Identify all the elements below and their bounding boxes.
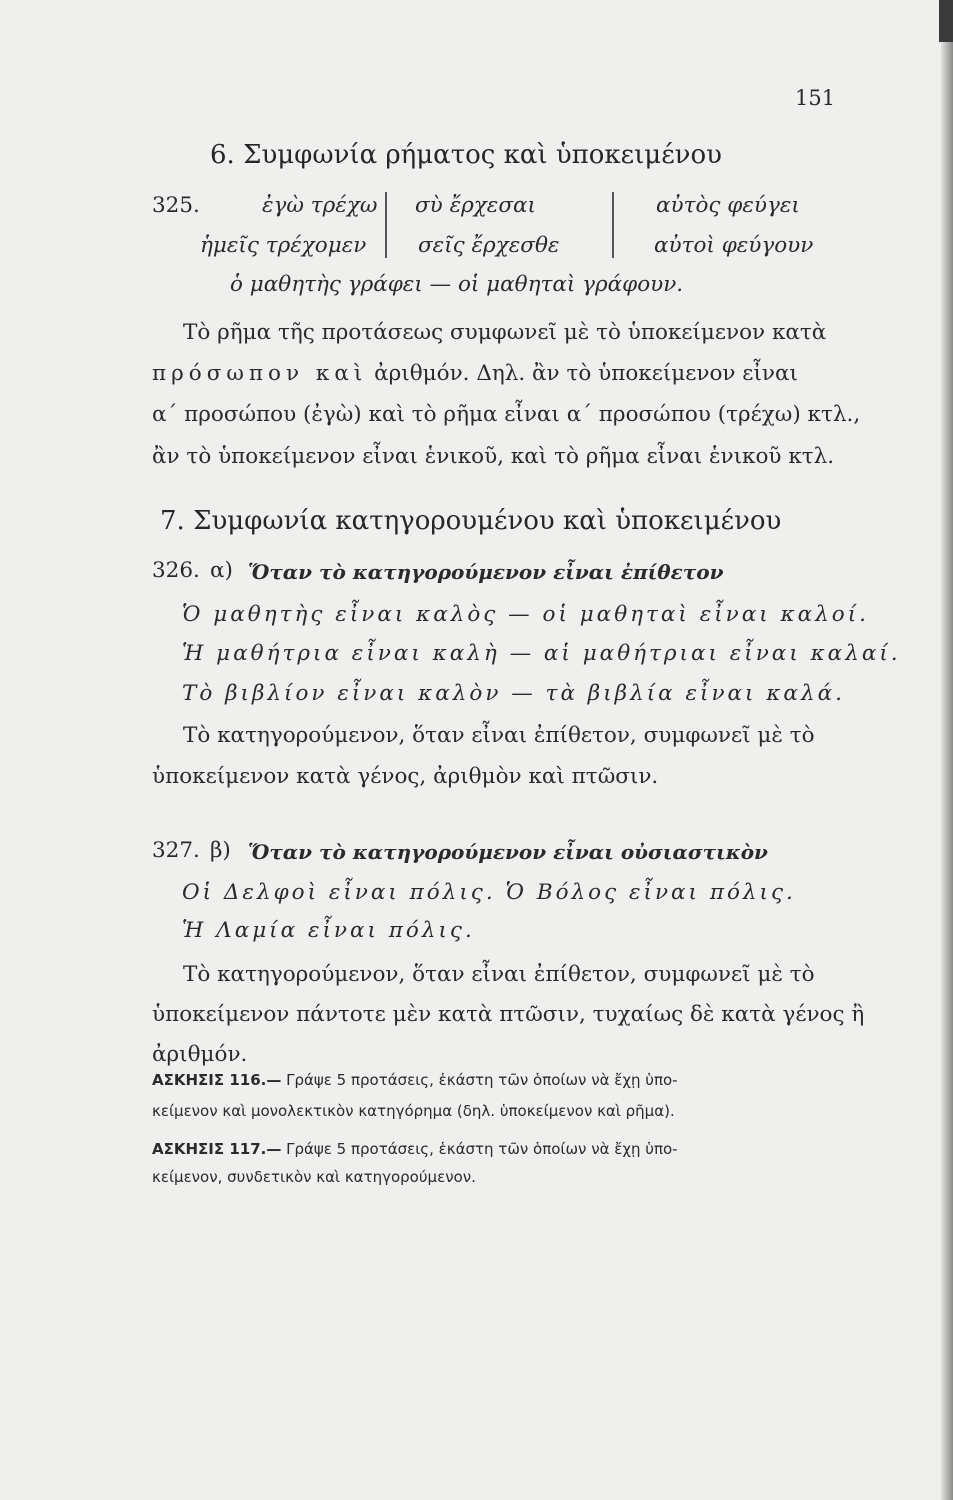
paragraph-line: ὑποκείμενον κατὰ γένος, ἀριθμὸν καὶ πτῶσιν. [152, 764, 659, 789]
example-sentence: Οἱ Δελφοὶ εἶναι πόλις. Ὁ Βόλος εἶναι πόλις. [182, 880, 796, 905]
exercise-line: Γράψε 5 προτάσεις, ἑκάστη τῶν ὁποίων νὰ ἔχῃ ὑπο- [286, 1140, 678, 1158]
paragraph-line: ἀριθμόν. [152, 1042, 248, 1067]
paragraph-line: Τὸ κατηγορούμενον, ὅταν εἶναι ἐπίθετον, συμφωνεῖ μὲ τὸ [183, 723, 815, 748]
exercise-label: ΑΣΚΗΣΙΣ 117.— [152, 1140, 282, 1158]
section-7-title: 7. Συμφωνία κατηγορουμένου καὶ ὑποκειμένου [160, 506, 782, 536]
example-sentence: Τὸ βιβλίον εἶναι καλὸν — τὰ βιβλία εἶναι καλά. [182, 681, 845, 706]
table-cell: ἐγὼ τρέχω [262, 193, 378, 218]
subsection-label: β) [210, 838, 231, 863]
paragraph-line-rest: ἀριθμόν. Δηλ. ἂν τὸ ὑποκείμενον εἶναι [374, 361, 798, 386]
table-cell: σὺ ἔρχεσαι [415, 193, 536, 218]
paragraph-line: Τὸ κατηγορούμενον, ὅταν εἶναι ἐπίθετον, συμφωνεῖ μὲ τὸ [183, 962, 815, 987]
example-sentence: ὁ μαθητὴς γράφει — οἱ μαθηταὶ γράφουν. [230, 272, 684, 297]
spaced-phrase: πρόσωπον καὶ [152, 361, 368, 386]
page-edge-tab [939, 0, 953, 42]
page-number: 151 [795, 86, 836, 110]
example-sentence: Ἡ Λαμία εἶναι πόλις. [182, 918, 475, 943]
paragraph-line: ἂν τὸ ὑποκείμενον εἶναι ἑνικοῦ, καὶ τὸ ρῆμα εἶναι ἑνικοῦ κτλ. [152, 444, 835, 469]
exercise-label: ΑΣΚΗΣΙΣ 116.— [152, 1071, 282, 1089]
table-cell: ἡμεῖς τρέχομεν [200, 233, 367, 258]
paragraph-number-327: 327. [152, 838, 200, 863]
paragraph-number-325: 325. [152, 193, 200, 218]
subsection-heading: Ὅταν τὸ κατηγορούμενον εἶναι ἐπίθετον [248, 560, 724, 584]
subsection-label: α) [210, 558, 233, 583]
paragraph-line: ὑποκείμενον πάντοτε μὲν κατὰ πτῶσιν, τυχαίως δὲ κατὰ γένος ἢ [152, 1002, 865, 1027]
section-6-title: 6. Συμφωνία ρήματος καὶ ὑποκειμένου [210, 140, 722, 170]
table-divider [385, 192, 387, 258]
table-divider [612, 192, 614, 258]
table-cell: αὐτὸς φεύγει [656, 193, 800, 218]
paragraph-line: α΄ προσώπου (ἐγὼ) καὶ τὸ ρῆμα εἶναι α΄ προσώπου (τρέχω) κτλ., [152, 402, 861, 427]
paragraph-line: Τὸ ρῆμα τῆς προτάσεως συμφωνεῖ μὲ τὸ ὑποκείμενον κατὰ [183, 320, 827, 345]
example-sentence: Ἡ μαθήτρια εἶναι καλὴ — αἱ μαθήτριαι εἶναι καλαί. [182, 641, 901, 666]
table-cell: σεῖς ἔρχεσθε [418, 233, 560, 258]
exercise-117 [152, 1140, 678, 1158]
subsection-heading: Ὅταν τὸ κατηγορούμενον εἶναι οὐσιαστικὸν [248, 840, 768, 864]
page-edge-shadow [941, 0, 953, 1500]
paragraph-number-326: 326. [152, 558, 200, 583]
exercise-line: Γράψε 5 προτάσεις, ἑκάστη τῶν ὁποίων νὰ ἔχῃ ὑπο- [286, 1071, 678, 1089]
exercise-line: κείμενον καὶ μονολεκτικὸν κατηγόρημα (δηλ. ὑποκείμενον καὶ ρῆμα). [152, 1102, 675, 1120]
table-cell: αὐτοὶ φεύγουν [654, 233, 814, 258]
exercise-line: κείμενον, συνδετικὸν καὶ κατηγορούμενον. [152, 1168, 476, 1186]
exercise-116 [152, 1071, 678, 1089]
paragraph-line [152, 361, 798, 386]
example-sentence: Ὁ μαθητὴς εἶναι καλὸς — οἱ μαθηταὶ εἶναι καλοί. [182, 602, 869, 627]
